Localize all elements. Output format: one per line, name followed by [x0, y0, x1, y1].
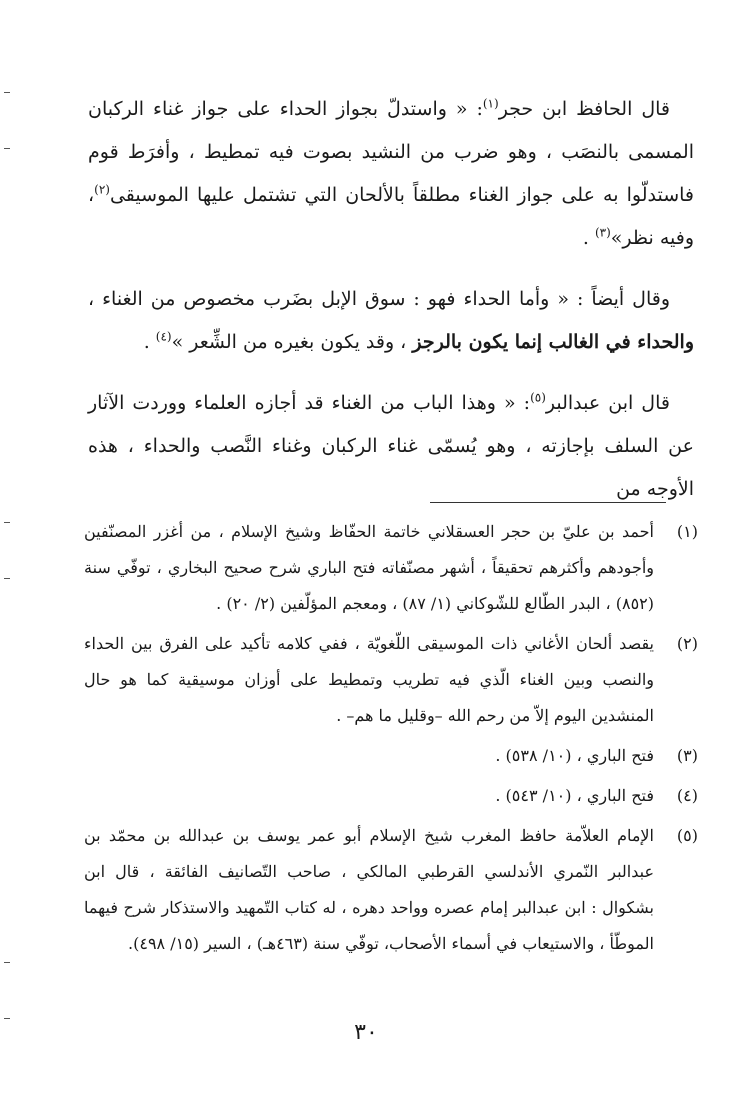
page-number: ٣٠ — [354, 1020, 378, 1045]
margin-mark — [4, 1018, 10, 1019]
bold-phrase: والحداء في الغالب إنما يكون بالرجز — [412, 331, 694, 353]
footnote-number: (٣) — [676, 746, 698, 765]
footnote-number: (٢) — [676, 634, 698, 653]
footnote-text: فتح الباري ، (١٠/ ٥٣٨) . — [495, 746, 654, 765]
footnote-text: يقصد ألحان الأغاني ذات الموسيقى اللّغويّة ، ففي كلامه تأكيد على الفرق بين الحداء والنصب وبين الغناء الّذي فيه تطريب وتمطيط على أوزان موسيقية كما هو حال المنشدين اليوم إلاّ من رحم الله –وقليل ما هم– . — [84, 634, 654, 725]
footnote-number: (٤) — [676, 786, 698, 805]
paragraph-2: وقال أيضاً : « وأما الحداء فهو : سوق الإبل بضَرب مخصوص من الغناء ، والحداء في الغالب إنما يكون بالرجز ، وقد يكون بغيره من الشِّعر »$^{(٤)}$ . — [88, 288, 694, 353]
margin-mark — [4, 962, 10, 963]
margin-mark — [4, 92, 10, 93]
footnote-text: أحمد بن عليّ بن حجر العسقلاني خاتمة الحفّاظ وشيخ الإسلام ، من أغزر المصنّفين وأجودهم وأكثرهم تحقيقاً ، أشهر مصنّفاته فتح الباري شرح صحيح البخاري ، توفّي سنة (٨٥٢) ، البدر الطّالع للشّوكاني (١/ ٨٧) ، ومعجم المؤلّفين (٢/ ٢٠) . — [84, 522, 655, 613]
footnotes — [84, 514, 698, 966]
footnote-ref-5[interactable]: (٥) — [530, 390, 546, 405]
footnote-text: الإمام العلاّمة حافظ المغرب شيخ الإسلام أبو عمر يوسف بن عبدالله بن محمّد بن عبدالبر النّمري الأندلسي القرطبي المالكي ، صاحب التّصانيف الفائقة ، قال ابن بشكوال : ابن عبدالبر إمام عصره وواحد دهره ، له كتاب التّمهيد والاستذكار شرح فيهما الموطّأ ، والاستيعاب في أسماء الأصحاب، توفّي سنة (٤٦٣هـ) ، السير (١٥/ ٤٩٨). — [84, 826, 654, 953]
footnote-text: فتح الباري ، (١٠/ ٥٤٣) . — [495, 786, 654, 805]
footnote-ref-2[interactable]: (٢) — [94, 182, 110, 197]
footnote-number: (٥) — [676, 826, 698, 845]
paragraph-1: قال الحافظ ابن حجر$^{(١)}$: « واستدلّ بجواز الحداء على جواز غناء الركبان المسمى بالنصَب ، وهو ضرب من النشيد بصوت فيه تمطيط ، وأفرَط قوم فاستدلّوا به على جواز الغناء مطلقاً بالألحان التي تشتمل عليها الموسيقى$^{(٢)}$، وفيه نظر»$^{(٣)}$ . — [88, 96, 694, 249]
margin-mark — [4, 522, 10, 523]
margin-mark — [4, 578, 10, 579]
footnote-separator — [430, 502, 666, 503]
footnote-item — [84, 818, 698, 962]
footnote-item — [84, 514, 698, 622]
paragraph-3: قال ابن عبدالبر$^{(٥)}$: « وهذا الباب من الغناء قد أجازه العلماء ووردت الآثار عن السلف بإجازته ، وهو يُسمّى غناء الركبان وغناء النَّصب والحداء ، هذه الأوجه من — [88, 390, 694, 500]
footnote-item — [84, 738, 698, 774]
footnote-number: (١) — [676, 522, 698, 541]
footnote-ref-1[interactable]: (١) — [482, 96, 499, 111]
footnote-ref-3[interactable]: (٣) — [594, 225, 611, 240]
margin-mark — [4, 148, 10, 149]
footnote-ref-4[interactable]: (٤) — [155, 329, 172, 344]
footnote-item — [84, 778, 698, 814]
main-text — [88, 88, 694, 529]
footnote-item — [84, 626, 698, 734]
